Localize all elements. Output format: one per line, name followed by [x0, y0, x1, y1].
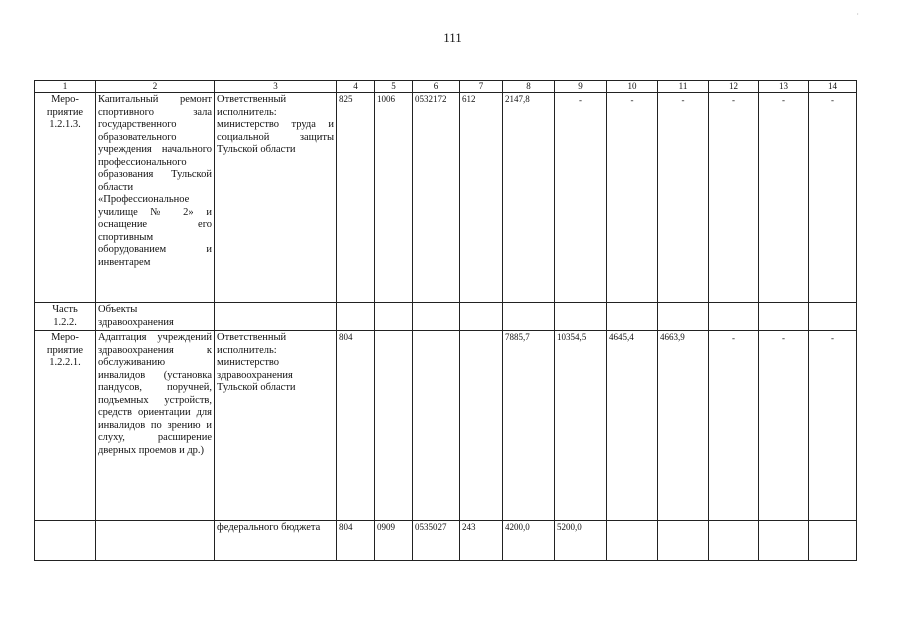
cell-c14: [809, 521, 857, 561]
cell-c4: 804: [337, 521, 375, 561]
row-executor: Ответственный исполнитель: министерство здравоохранения Тульской области: [215, 331, 337, 521]
cell-c12: -: [709, 331, 759, 521]
cell-c12: [709, 521, 759, 561]
cell-c14: [809, 303, 857, 331]
cell-c9: 10354,5: [555, 331, 607, 521]
cell-c7: 243: [460, 521, 503, 561]
cell-c7: [460, 303, 503, 331]
cell-c14: -: [809, 331, 857, 521]
table-row: [35, 93, 857, 303]
cell-c10: [607, 303, 658, 331]
row-description: [96, 521, 215, 561]
header-cell: 10: [607, 81, 658, 93]
row-label: Меро- приятие 1.2.1.3.: [35, 93, 96, 303]
row-label: Часть 1.2.2.: [35, 303, 96, 331]
cell-c13: -: [759, 93, 809, 303]
row-label: [35, 521, 96, 561]
cell-c4: [337, 303, 375, 331]
cell-c5: [375, 331, 413, 521]
cell-c8: 2147,8: [503, 93, 555, 303]
cell-c8: 7885,7: [503, 331, 555, 521]
cell-c7: 612: [460, 93, 503, 303]
cell-c5: 1006: [375, 93, 413, 303]
row-description: Адаптация учреждений здравоохранения к обслуживанию инвалидов (установка пандусов, поручней, подъемных устройств, средств ориентации для инвалидов по зрению и слуху, расширение дверных проемов и др.): [96, 331, 215, 521]
cell-c6: [413, 331, 460, 521]
header-cell: 4: [337, 81, 375, 93]
table-row: [35, 521, 857, 561]
cell-c10: [607, 521, 658, 561]
table-row: [35, 331, 857, 521]
cell-c11: [658, 303, 709, 331]
row-executor: Ответственный исполнитель: министерство труда и социальной защиты Тульской области: [215, 93, 337, 303]
header-cell: 2: [96, 81, 215, 93]
row-label: Меро- приятие 1.2.2.1.: [35, 331, 96, 521]
cell-c12: [709, 303, 759, 331]
header-cell: 14: [809, 81, 857, 93]
cell-c11: -: [658, 93, 709, 303]
header-cell: 11: [658, 81, 709, 93]
row-executor: [215, 303, 337, 331]
cell-c11: [658, 521, 709, 561]
cell-c8: 4200,0: [503, 521, 555, 561]
cell-c12: -: [709, 93, 759, 303]
header-cell: 7: [460, 81, 503, 93]
cell-c8: [503, 303, 555, 331]
table-row: [35, 303, 857, 331]
header-cell: 13: [759, 81, 809, 93]
header-cell: 3: [215, 81, 337, 93]
page-number: 111: [443, 30, 462, 45]
cell-c9: [555, 303, 607, 331]
cell-c9: -: [555, 93, 607, 303]
cell-c6: 0532172: [413, 93, 460, 303]
cell-c13: -: [759, 331, 809, 521]
budget-table: [34, 80, 857, 561]
header-cell: 9: [555, 81, 607, 93]
header-cell: 8: [503, 81, 555, 93]
cell-c4: 804: [337, 331, 375, 521]
cell-c6: 0535027: [413, 521, 460, 561]
cell-c5: 0909: [375, 521, 413, 561]
cell-c10: -: [607, 93, 658, 303]
cell-c13: [759, 521, 809, 561]
cell-c5: [375, 303, 413, 331]
cell-c14: -: [809, 93, 857, 303]
header-cell: 5: [375, 81, 413, 93]
cell-c13: [759, 303, 809, 331]
scan-speck: ·: [856, 10, 859, 19]
row-description: Капитальный ремонт спортивного зала государственного образовательного учреждения начального профессионального образования Тульской области «Профессиональное училище № 2» и оснащение его спортивным оборудованием и инвентарем: [96, 93, 215, 303]
header-cell: 12: [709, 81, 759, 93]
row-description: Объекты здравоохранения: [96, 303, 215, 331]
cell-c10: 4645,4: [607, 331, 658, 521]
cell-c9: 5200,0: [555, 521, 607, 561]
cell-c11: 4663,9: [658, 331, 709, 521]
cell-c4: 825: [337, 93, 375, 303]
header-row: [35, 81, 857, 93]
header-cell: 1: [35, 81, 96, 93]
header-cell: 6: [413, 81, 460, 93]
cell-c6: [413, 303, 460, 331]
cell-c7: [460, 331, 503, 521]
row-executor: федерального бюджета: [215, 521, 337, 561]
